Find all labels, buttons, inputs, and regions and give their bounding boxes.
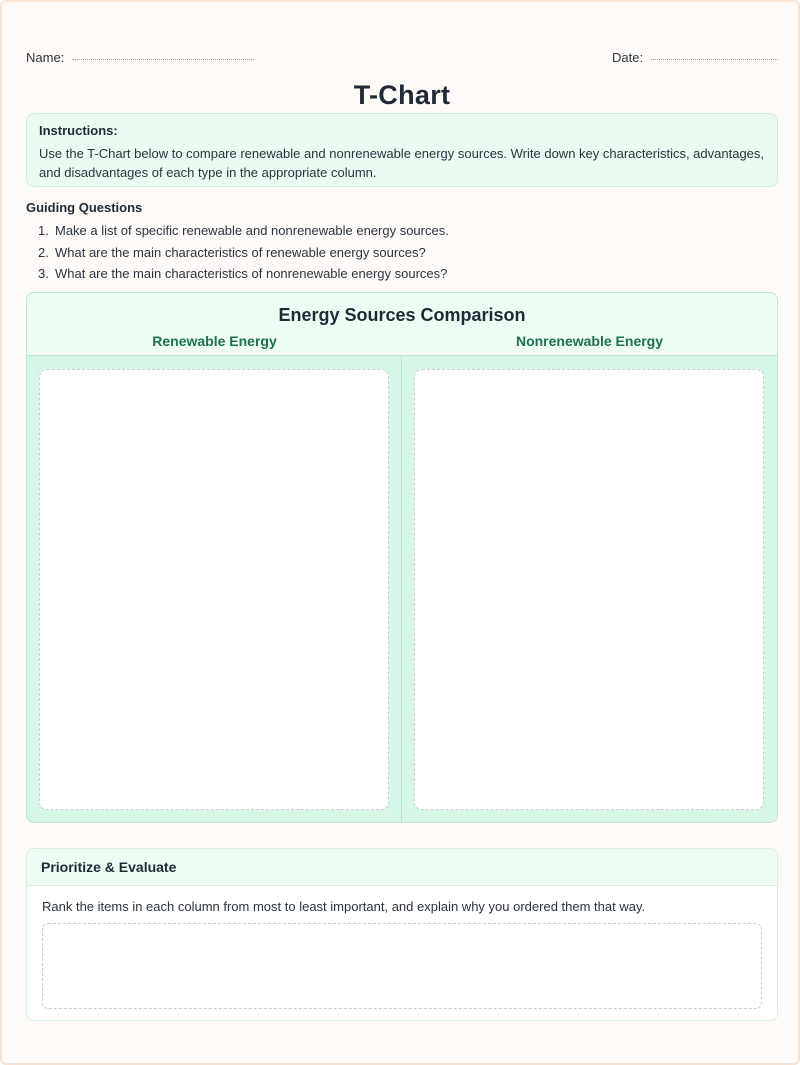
t-chart-title: Energy Sources Comparison xyxy=(278,305,526,325)
name-label: Name: xyxy=(26,50,65,65)
renewable-column-heading: Renewable Energy xyxy=(152,333,277,349)
t-chart-header xyxy=(27,293,777,356)
guiding-questions-heading: Guiding Questions xyxy=(26,200,143,215)
guiding-question-text: Make a list of specific renewable and nonrenewable energy sources. xyxy=(55,223,449,238)
header-row xyxy=(26,48,774,68)
prioritize-header xyxy=(27,849,777,886)
renewable-answer-box[interactable] xyxy=(39,369,389,810)
t-chart-divider xyxy=(401,356,402,823)
prioritize-heading: Prioritize & Evaluate xyxy=(41,859,177,875)
date-field[interactable] xyxy=(651,59,778,60)
t-chart xyxy=(26,292,778,823)
nonrenewable-answer-box[interactable] xyxy=(414,369,764,810)
nonrenewable-column-heading: Nonrenewable Energy xyxy=(515,333,664,349)
guiding-question-item xyxy=(26,242,778,264)
guiding-question-number: 2. xyxy=(38,244,49,260)
guiding-question-text: What are the main characteristics of nonrenewable energy sources? xyxy=(55,266,448,281)
guiding-questions xyxy=(26,200,778,285)
guiding-questions-list xyxy=(26,220,778,285)
page-title: T-Chart xyxy=(353,80,451,110)
guiding-question-number: 3. xyxy=(38,266,49,281)
prioritize-section xyxy=(26,848,778,1021)
guiding-question-item xyxy=(26,220,778,242)
guiding-question-item xyxy=(26,263,778,285)
name-field[interactable] xyxy=(72,59,254,60)
instructions-box xyxy=(26,113,778,187)
guiding-question-text: What are the main characteristics of renewable energy sources? xyxy=(55,244,426,260)
instructions-text: Use the T-Chart below to compare renewable and nonrenewable energy sources. Write down key characteristics, advantages, and disadvantages of each type in the appropriate column. xyxy=(39,146,765,180)
instructions-heading: Instructions: xyxy=(39,123,118,138)
guiding-question-number: 1. xyxy=(38,223,49,238)
date-label: Date: xyxy=(612,50,644,65)
prioritize-answer-box[interactable] xyxy=(42,923,762,1009)
prioritize-instructions: Rank the items in each column from most to least important, and explain why you ordered them that way. xyxy=(42,899,646,914)
